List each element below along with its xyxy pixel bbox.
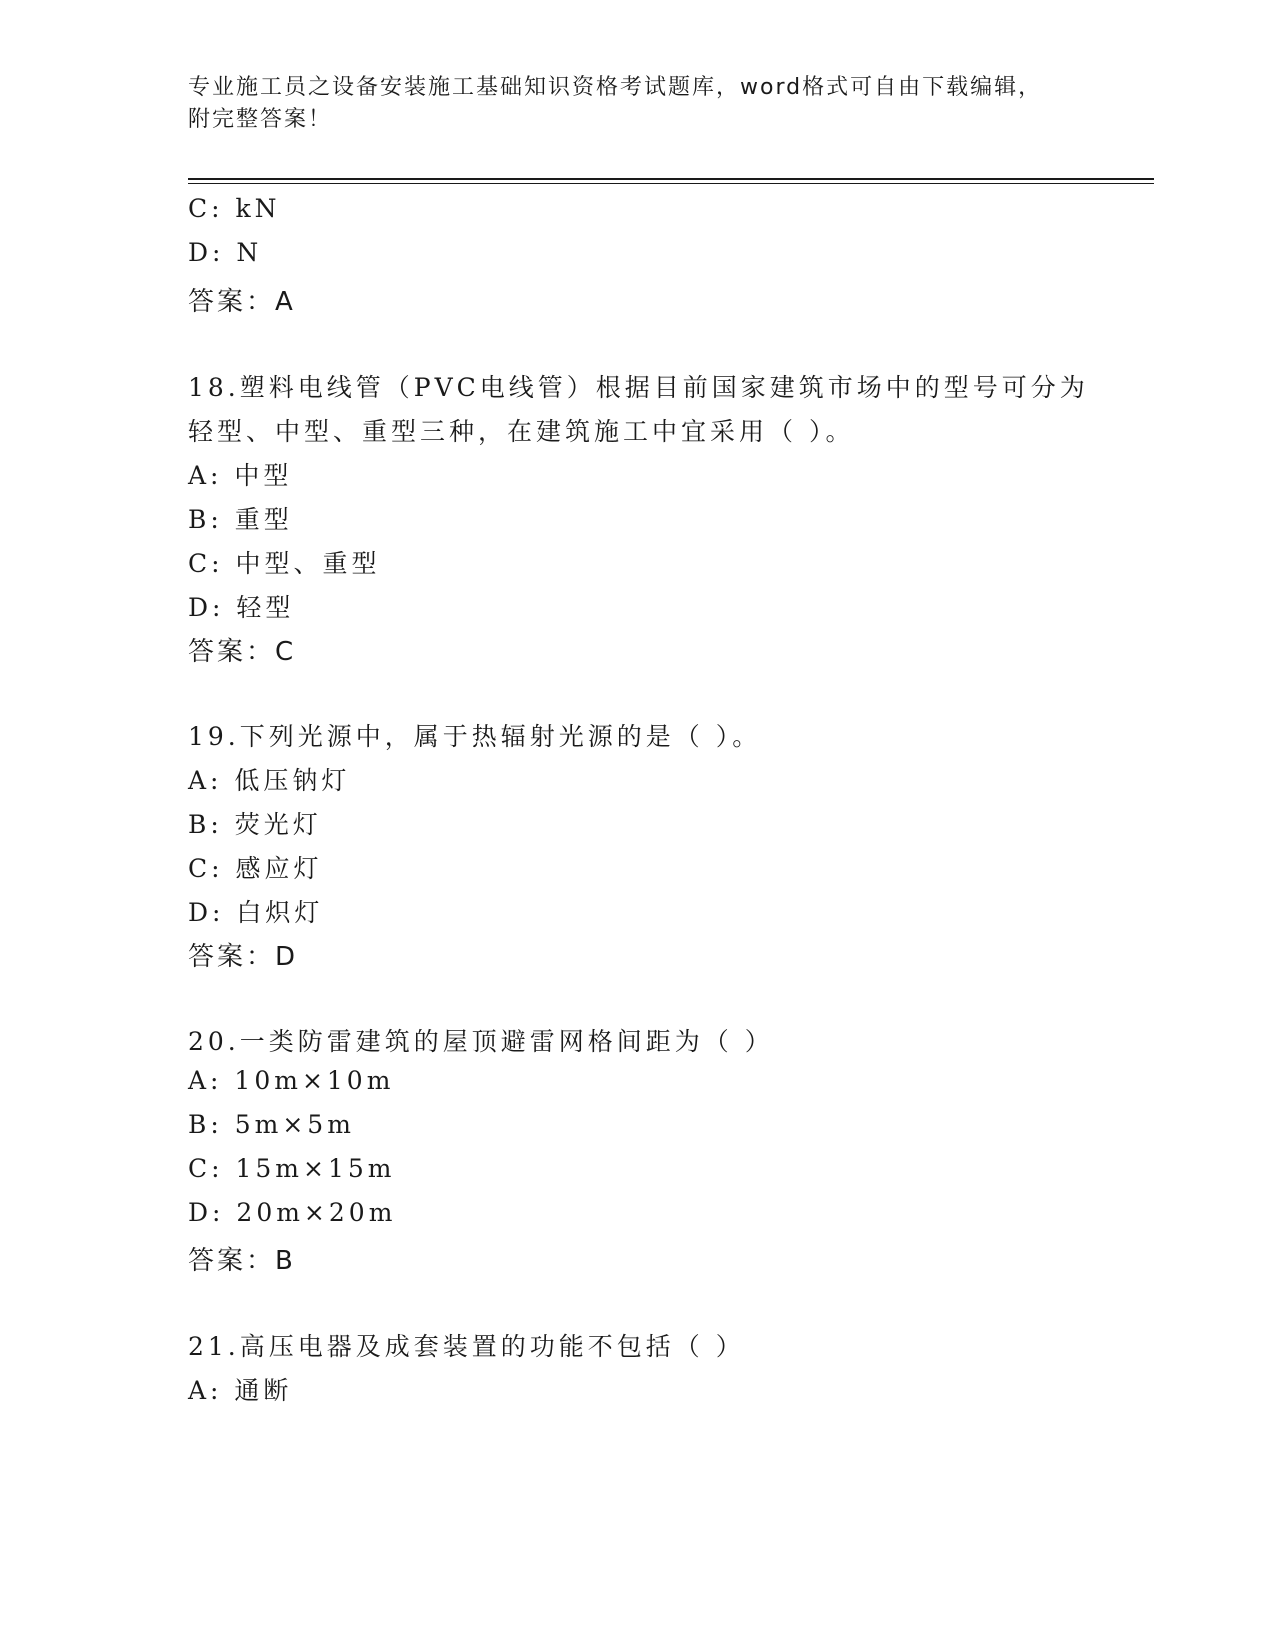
q21-option-a: A: 通断 — [188, 1376, 293, 1405]
q20-option-d: D: 20m×20m — [188, 1198, 397, 1227]
q20-option-a: A: 10m×10m — [188, 1066, 395, 1095]
prev-option-d: D: N — [188, 238, 263, 267]
q20-option-c: C: 15m×15m — [188, 1154, 396, 1183]
q19-option-c: C: 感应灯 — [188, 854, 323, 883]
q18-option-d: D: 轻型 — [188, 593, 295, 622]
q18-option-c: C: 中型、重型 — [188, 549, 381, 578]
q20-option-b: B: 5m×5m — [188, 1110, 355, 1139]
q19-answer: 答案：D — [188, 942, 299, 972]
q20-answer: 答案：B — [188, 1246, 296, 1276]
q20-stem: 20.一类防雷建筑的屋顶避雷网格间距为（ ） — [188, 1027, 774, 1056]
q18-option-a: A: 中型 — [188, 461, 293, 490]
q19-stem: 19.下列光源中，属于热辐射光源的是（ ）。 — [188, 722, 762, 751]
q18-option-b: B: 重型 — [188, 505, 293, 534]
q18-answer: 答案：C — [188, 637, 297, 667]
q18-stem-line-2: 轻型、中型、重型三种，在建筑施工中宜采用（ ）。 — [188, 417, 855, 446]
q18-stem-line-1: 18.塑料电线管（PVC电线管）根据目前国家建筑市场中的型号可分为 — [188, 373, 1089, 402]
header-divider-thin — [188, 183, 1154, 184]
prev-answer: 答案：A — [188, 287, 296, 317]
q21-stem: 21.高压电器及成套装置的功能不包括（ ） — [188, 1332, 745, 1361]
q19-option-d: D: 白炽灯 — [188, 898, 324, 927]
header-line-2: 附完整答案！ — [188, 107, 333, 132]
header-line-1: 专业施工员之设备安装施工基础知识资格考试题库，word格式可自由下载编辑， — [188, 75, 1043, 100]
q19-option-b: B: 荧光灯 — [188, 810, 322, 839]
q19-option-a: A: 低压钠灯 — [188, 766, 351, 795]
document-header — [188, 72, 1088, 136]
header-divider — [188, 178, 1154, 180]
prev-option-c: C: kN — [188, 194, 281, 223]
